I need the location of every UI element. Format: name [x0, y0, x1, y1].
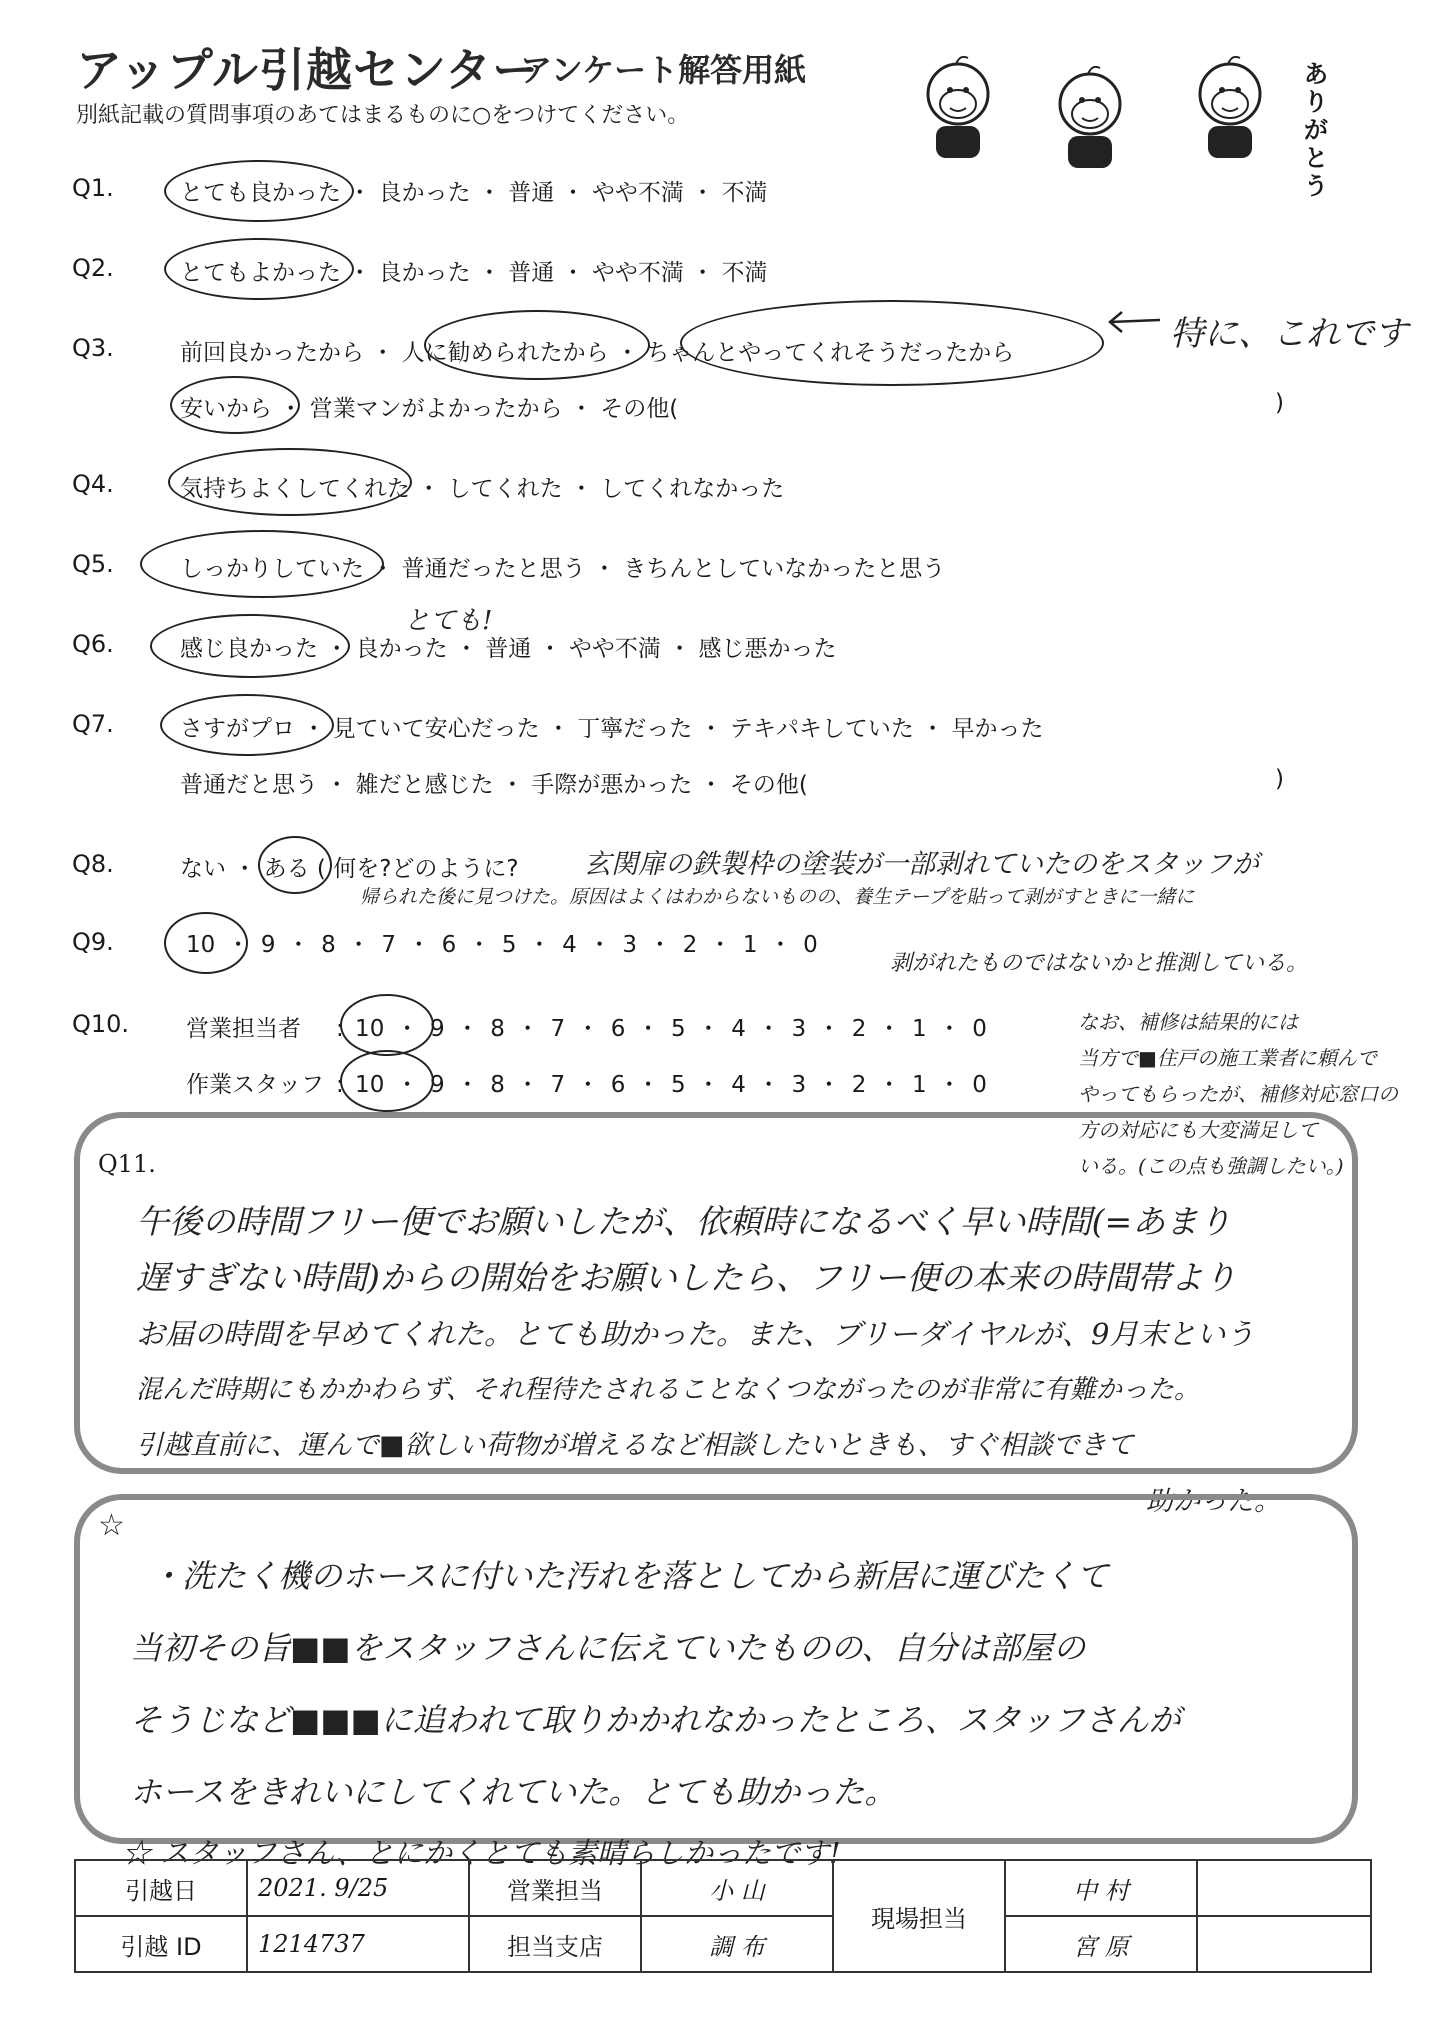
- q5-label: Q5.: [72, 550, 114, 578]
- q11-label: Q11.: [98, 1150, 156, 1178]
- monkey-mascot-icon: [1042, 62, 1138, 174]
- move-id-value: 1214737: [247, 1916, 469, 1972]
- answer-circle: [164, 160, 354, 222]
- move-date-label: 引越日: [75, 1860, 247, 1916]
- move-date-value: 2021. 9/25: [247, 1860, 469, 1916]
- q11-line: 午後の時間フリー便でお願いしたが、依頼時になるべく早い時間(=あまり: [136, 1202, 1232, 1241]
- answer-circle: [680, 300, 1104, 386]
- q6-options: 感じ良かった ・ 良かった ・ 普通 ・ やや不満 ・ 感じ悪かった: [180, 636, 837, 662]
- answer-circle: [164, 238, 354, 300]
- q10-sales-label: 営業担当者: [186, 1016, 301, 1042]
- q3-line2: 安いから ・ 営業マンがよかったから ・ その他(: [180, 396, 679, 422]
- sales-rep-value: 小 山: [641, 1860, 833, 1916]
- q7-line2: 普通だと思う ・ 雑だと感じた ・ 手際が悪かった ・ その他(: [180, 772, 808, 798]
- q11-answer-text: [136, 1194, 1281, 1530]
- q11-line: 混んだ時期にもかかわらず、それ程待たされることなくつながったのが非常に有難かった。: [136, 1375, 1200, 1405]
- q9-label: Q9.: [72, 928, 114, 956]
- side-note-line: 方の対応にも大変満足して: [1078, 1118, 1318, 1142]
- answer-circle: [258, 836, 332, 894]
- empty-cell: [1197, 1860, 1371, 1916]
- q4-options: 気持ちよくしてくれた ・ してくれた ・ してくれなかった: [180, 476, 785, 502]
- q4-label: Q4.: [72, 470, 114, 498]
- answer-circle: [150, 614, 350, 678]
- q10-staff-scale: : 10 ・ 9 ・ 8 ・ 7 ・ 6 ・ 5 ・ 4 ・ 3 ・ 2 ・ 1 ・ 0: [336, 1072, 987, 1098]
- q1-label: Q1.: [72, 174, 114, 202]
- q7-close-paren: ): [1275, 766, 1284, 792]
- answer-circle: [168, 448, 412, 516]
- instruction-text: 別紙記載の質問事項のあてはまるものに○をつけてください。: [76, 103, 690, 128]
- answer-circle: [164, 912, 248, 974]
- q8-answer-line3: 剥がれたものではないかと推測している。: [890, 951, 1309, 976]
- site-rep-value-1: 中 村: [1005, 1860, 1197, 1916]
- arrow-icon: [1104, 306, 1164, 336]
- answer-circle: [140, 530, 384, 598]
- star-label: ☆: [98, 1508, 125, 1543]
- q9-scale: 10 ・ 9 ・ 8 ・ 7 ・ 6 ・ 5 ・ 4 ・ 3 ・ 2 ・ 1 ・ 0: [186, 932, 818, 958]
- comment-line: ・洗たく機のホースに付いた汚れを落としてから新居に運びたくて: [150, 1557, 1109, 1595]
- side-note-line: 当方で■住戸の施工業者に頼んで: [1078, 1046, 1377, 1070]
- side-note-line: いる。(この点も強調したい。): [1078, 1154, 1344, 1178]
- comment-line: ☆ スタッフさん、とにかくとても素晴らしかったです!: [122, 1836, 841, 1870]
- free-comment-text: [122, 1540, 1181, 1878]
- q1-options: とても良かった ・ 良かった ・ 普通 ・ やや不満 ・ 不満: [180, 180, 768, 206]
- move-info-table: [74, 1859, 1372, 1973]
- side-note-line: なお、補修は結果的には: [1078, 1010, 1298, 1034]
- move-id-label: 引越 ID: [75, 1916, 247, 1972]
- q11-line: 遅すぎない時間)からの開始をお願いしたら、フリー便の本来の時間帯より: [136, 1258, 1237, 1297]
- comment-line: そうじなど■■■に追われて取りかかれなかったところ、スタッフさんが: [130, 1701, 1181, 1739]
- empty-cell: [1197, 1916, 1371, 1972]
- site-rep-label: 現場担当: [833, 1860, 1005, 1972]
- branch-value: 調 布: [641, 1916, 833, 1972]
- site-rep-value-2: 宮 原: [1005, 1916, 1197, 1972]
- monkey-mascot-icon: [910, 52, 1006, 164]
- q3-close-paren: ): [1275, 390, 1284, 416]
- q10-sales-scale: : 10 ・ 9 ・ 8 ・ 7 ・ 6 ・ 5 ・ 4 ・ 3 ・ 2 ・ 1 ・ 0: [336, 1016, 987, 1042]
- q8-label: Q8.: [72, 850, 114, 878]
- side-note-line: やってもらったが、補修対応窓口の: [1078, 1082, 1398, 1106]
- q2-label: Q2.: [72, 254, 114, 282]
- q7-line1: さすがプロ ・ 見ていて安心だった ・ 丁寧だった ・ テキパキしていた ・ 早かった: [180, 716, 1044, 742]
- q11-line: お届の時間を早めてくれた。とても助かった。また、ブリーダイヤルが、9月末という: [136, 1317, 1255, 1351]
- answer-circle: [340, 1050, 434, 1112]
- q7-label: Q7.: [72, 710, 114, 738]
- comment-line: 当初その旨■■をスタッフさんに伝えていたものの、自分は部屋の: [130, 1629, 1086, 1667]
- q11-line: 助かった。: [1146, 1486, 1281, 1517]
- sales-rep-label: 営業担当: [469, 1860, 641, 1916]
- q8-answer-line2: 帰られた後に見つけた。原因はよくはわからないものの、養生テープを貼って剥がすときに一緒に: [360, 886, 1195, 908]
- q3-handwritten-note: 特に、これです: [1170, 314, 1408, 354]
- q5-options: しっかりしていた ・ 普通だったと思う ・ きちんとしていなかったと思う: [180, 556, 946, 582]
- q10-staff-label: 作業スタッフ: [186, 1072, 324, 1098]
- answer-circle: [160, 694, 334, 756]
- q3-line1: 前回良かったから ・ 人に勧められたから ・ ちゃんとやってくれそうだったから: [180, 340, 1015, 366]
- q3-label: Q3.: [72, 334, 114, 362]
- comment-line: ホースをきれいにしてくれていた。とても助かった。: [130, 1773, 897, 1811]
- company-title: アップル引越センター: [76, 43, 540, 97]
- q6-label: Q6.: [72, 630, 114, 658]
- q10-label: Q10.: [72, 1010, 130, 1038]
- answer-circle: [340, 994, 434, 1056]
- q6-handwritten-note: とても!: [404, 606, 493, 636]
- monkey-mascot-icon: [1182, 52, 1278, 164]
- answer-circle: [424, 310, 650, 380]
- form-subtitle: アンケート解答用紙: [520, 51, 807, 89]
- q8-answer-line1: 玄関扉の鉄製枠の塗装が一部剥れていたのをスタッフが: [584, 849, 1259, 880]
- q11-line: 引越直前に、運んで■欲しい荷物が増えるなど相談したいときも、すぐ相談できて: [136, 1430, 1134, 1461]
- thanks-text: ありがとう: [1304, 60, 1328, 200]
- q2-options: とてもよかった ・ 良かった ・ 普通 ・ やや不満 ・ 不満: [180, 260, 768, 286]
- branch-label: 担当支店: [469, 1916, 641, 1972]
- answer-circle: [170, 376, 300, 434]
- q8-options: ない ・ ある ( 何を?どのように?: [180, 856, 519, 882]
